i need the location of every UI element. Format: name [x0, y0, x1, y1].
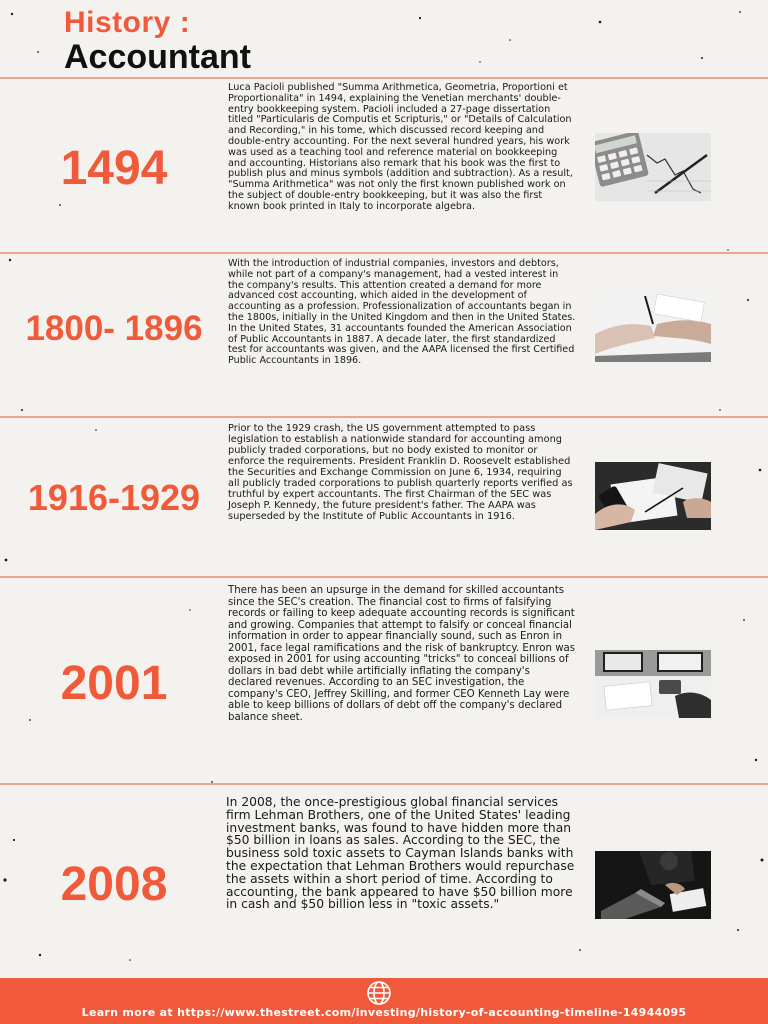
timeline-description: Luca Pacioli published "Summa Arithmetica, Geometria, Proportioni et Proportionalita" in 1494, explaining the Venetian merchants' double-entry bookkeeping system. Pacioli included a 27-page dissertation titled "Particularis de Computis et Scripturis," or "Details of Calculation and Recording," in his tome, which discussed record keeping and double-entry accounting. For the next several hundred years, his work was used as a teaching tool and reference material on bookkeeping and accounting. Historians also remark that his book was the first to publish plus and minus symbols (addition and subtraction). As a result, "Summa Arithmetica" was not only the first known published work on the subject of double-entry bookkeeping, but it was also the first known book printed in Italy to incorporate algebra.: [228, 82, 573, 212]
person-at-laptop-photo: [595, 851, 711, 919]
timeline-entry-1800-1896: [0, 254, 768, 416]
timeline-year: 1494: [60, 142, 168, 195]
timeline-entry-1494: [0, 79, 768, 252]
timeline-entry-1916-1929: [0, 418, 768, 576]
timeline-year: 2001: [60, 657, 168, 710]
timeline-entry-2008: [0, 785, 768, 975]
learn-more-link[interactable]: Learn more at https://www.thestreet.com/investing/history-of-accounting-timeline-14944095: [81, 1006, 687, 1019]
timeline-year: 2008: [60, 858, 168, 911]
timeline-description: In 2008, the once-prestigious global financial services firm Lehman Brothers, one of the United States' leading investment banks, was found to have hidden more than $50 billion in loans as sales. According to the SEC, the business sold toxic assets to Cayman Islands banks with the expectation that Lehman Brothers would repurchase the assets within a short period of time. According to accounting, the bank appeared to have $50 billion more in cash and $50 billion less in "toxic assets.": [226, 795, 575, 912]
timeline-description: There has been an upsurge in the demand for skilled accountants since the SEC's creation. The financial cost to firms of falsifying records or failing to keep adequate accounting records is significant and growing. Companies that attempt to falsify or conceal financial information in order to appear financially sound, such as Enron in 2001, face legal ramifications and the risk of bankruptcy. Enron was exposed in 2001 for using accounting "tricks" to conceal billions of dollars in bad debt while artificially inflating the company's declared revenues. According to an SEC investigation, the company's CEO, Jeffrey Skilling, and former CEO Kenneth Lay were able to keep billions of dollars of debt off the company's declared balance sheet.: [228, 585, 576, 723]
footer-banner: [0, 978, 768, 1024]
desk-with-monitors-photo: [595, 650, 711, 718]
handshake-with-pen-photo: [595, 294, 711, 362]
timeline-year: 1916-1929: [27, 477, 201, 518]
page-title: [64, 8, 251, 74]
globe-icon: [366, 980, 392, 1006]
hands-with-phone-and-documents-photo: [595, 462, 711, 530]
page-title-line1: History :: [64, 6, 191, 39]
timeline-year: 1800- 1896: [25, 309, 203, 348]
timeline-entry-2001: [0, 578, 768, 783]
timeline-description: With the introduction of industrial companies, investors and debtors, while not part of a company's management, had a vested interest in the company's results. This attention created a demand for more advanced cost accounting, which aided in the development of accounting as a profession. Professionalization of accountants began in the 1800s, initially in the United Kingdom and then in the United States. In the United States, 31 accountants founded the American Association of Public Accountants in 1887. A decade later, the first standardized test for accountants was given, and the AAPA licensed the first Certified Public Accountants in 1896.: [228, 258, 576, 367]
page-title-line2: Accountant: [64, 38, 251, 76]
calculator-and-chart-photo: [595, 133, 711, 201]
timeline-description: Prior to the 1929 crash, the US government attempted to pass legislation to establish a nationwide standard for accounting among publicly traded corporations, but no body existed to monitor or enforce the requirements. President Franklin D. Roosevelt established the Securities and Exchange Commission on June 6, 1934, requiring all publicly traded corporations to publish quarterly reports verified as truthful by expert accountants. The first Chairman of the SEC was Joseph P. Kennedy, the future president's father. The AAPA was superseded by the Institute of Public Accountants in 1916.: [228, 423, 573, 522]
